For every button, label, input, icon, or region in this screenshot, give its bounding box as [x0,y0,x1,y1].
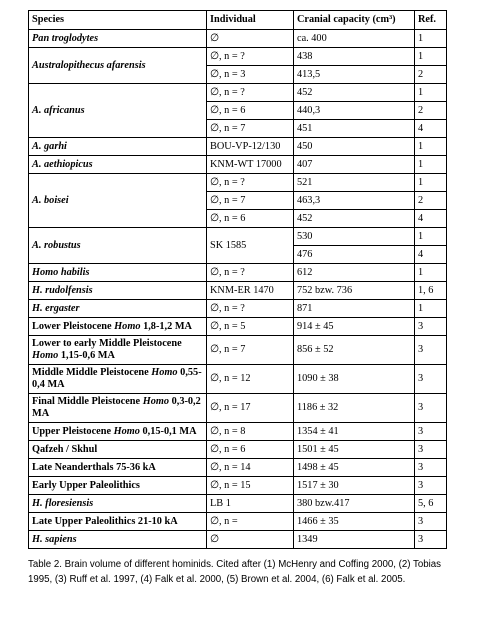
species-cell: Lower Pleistocene Homo 1,8-1,2 MA [29,318,207,336]
ref-cell: 3 [415,423,447,441]
species-cell: Homo habilis [29,264,207,282]
species-cell: A. robustus [29,228,207,264]
ref-cell: 5, 6 [415,495,447,513]
individual-cell: ∅, n = ? [207,84,294,102]
ref-cell: 1, 6 [415,282,447,300]
species-cell: H. rudolfensis [29,282,207,300]
individual-cell: ∅, n = ? [207,174,294,192]
capacity-cell: 752 bzw. 736 [294,282,415,300]
species-cell: Pan troglodytes [29,30,207,48]
header-species: Species [29,11,207,30]
table-row [29,394,447,423]
individual-cell: KNM-ER 1470 [207,282,294,300]
capacity-cell: 452 [294,84,415,102]
ref-cell: 1 [415,174,447,192]
ref-cell: 1 [415,264,447,282]
table-row [29,84,447,102]
table-row [29,336,447,365]
ref-cell: 1 [415,30,447,48]
capacity-cell: 1349 [294,531,415,549]
species-cell: A. boisei [29,174,207,228]
individual-cell: ∅, n = 6 [207,102,294,120]
capacity-cell: 1466 ± 35 [294,513,415,531]
genus-homo-italic: Homo [151,367,178,378]
individual-cell: SK 1585 [207,228,294,264]
ref-cell: 1 [415,138,447,156]
species-cell: Upper Pleistocene Homo 0,15-0,1 MA [29,423,207,441]
individual-cell: ∅, n = [207,513,294,531]
individual-cell: BOU-VP-12/130 [207,138,294,156]
ref-cell: 2 [415,102,447,120]
species-cell: Early Upper Paleolithics [29,477,207,495]
genus-homo-italic: Homo [142,396,170,407]
table-row [29,423,447,441]
header-individual: Individual [207,11,294,30]
capacity-cell: 413,5 [294,66,415,84]
table-caption: Table 2. Brain volume of different hominids. Cited after (1) McHenry and Coffing 2000, (2) Tobias 1995, (3) Ruff et al. 1997, (4) Falk et al. 2000, (5) Brown et al. 2004, (6) Falk et al. 2005. [28,558,442,585]
individual-cell: ∅, n = 6 [207,210,294,228]
species-cell: A. garhi [29,138,207,156]
table-row [29,264,447,282]
ref-cell: 3 [415,531,447,549]
capacity-cell: ca. 400 [294,30,415,48]
ref-cell: 1 [415,300,447,318]
species-cell: Qafzeh / Skhul [29,441,207,459]
ref-cell: 1 [415,228,447,246]
table-row [29,138,447,156]
species-cell: Final Middle Pleistocene Homo 0,3-0,2 MA [29,394,207,423]
header-cranial-capacity: Cranial capacity (cm³) [294,11,415,30]
individual-cell: ∅, n = ? [207,264,294,282]
capacity-cell: 407 [294,156,415,174]
species-cell: Australopithecus afarensis [29,48,207,84]
individual-cell: ∅, n = ? [207,48,294,66]
table-row [29,156,447,174]
capacity-cell: 463,3 [294,192,415,210]
individual-cell: ∅, n = 8 [207,423,294,441]
cranial-capacity-table [28,10,447,549]
individual-cell: ∅, n = 7 [207,336,294,365]
capacity-cell: 440,3 [294,102,415,120]
individual-cell: ∅, n = 5 [207,318,294,336]
table-row [29,300,447,318]
ref-cell: 2 [415,66,447,84]
ref-cell: 3 [415,459,447,477]
species-cell: A. aethiopicus [29,156,207,174]
individual-cell: ∅, n = ? [207,300,294,318]
ref-cell: 3 [415,365,447,394]
genus-homo-italic: Homo [32,350,59,361]
capacity-cell: 521 [294,174,415,192]
capacity-cell: 856 ± 52 [294,336,415,365]
capacity-cell: 380 bzw.417 [294,495,415,513]
capacity-cell: 612 [294,264,415,282]
capacity-cell: 452 [294,210,415,228]
species-cell: H. sapiens [29,531,207,549]
table-row [29,477,447,495]
individual-cell: ∅ [207,531,294,549]
table-row [29,531,447,549]
ref-cell: 3 [415,394,447,423]
capacity-cell: 914 ± 45 [294,318,415,336]
species-cell: A. africanus [29,84,207,138]
individual-cell: LB 1 [207,495,294,513]
table-row [29,441,447,459]
species-cell: Lower to early Middle Pleistocene Homo 1,15-0,6 MA [29,336,207,365]
table-row [29,30,447,48]
species-cell: Late Neanderthals 75-36 kA [29,459,207,477]
species-cell: Late Upper Paleolithics 21-10 kA [29,513,207,531]
capacity-cell: 1501 ± 45 [294,441,415,459]
table-row [29,459,447,477]
ref-cell: 4 [415,120,447,138]
capacity-cell: 476 [294,246,415,264]
individual-cell: ∅, n = 12 [207,365,294,394]
individual-cell: KNM-WT 17000 [207,156,294,174]
individual-cell: ∅, n = 6 [207,441,294,459]
individual-cell: ∅, n = 3 [207,66,294,84]
table-row [29,365,447,394]
ref-cell: 3 [415,336,447,365]
capacity-cell: 871 [294,300,415,318]
individual-cell: ∅, n = 7 [207,120,294,138]
table-row [29,174,447,192]
capacity-cell: 1498 ± 45 [294,459,415,477]
table-container [28,10,446,549]
ref-cell: 1 [415,156,447,174]
capacity-cell: 450 [294,138,415,156]
ref-cell: 1 [415,48,447,66]
genus-homo-italic: Homo [113,425,140,437]
species-cell: H. floresiensis [29,495,207,513]
ref-cell: 3 [415,513,447,531]
individual-cell: ∅, n = 15 [207,477,294,495]
capacity-cell: 1090 ± 38 [294,365,415,394]
genus-homo-italic: Homo [114,320,141,332]
individual-cell: ∅ [207,30,294,48]
ref-cell: 3 [415,318,447,336]
capacity-cell: 438 [294,48,415,66]
table-row [29,495,447,513]
table-row [29,513,447,531]
species-cell: H. ergaster [29,300,207,318]
table-row [29,48,447,66]
ref-cell: 1 [415,84,447,102]
capacity-cell: 530 [294,228,415,246]
table-row [29,318,447,336]
capacity-cell: 1517 ± 30 [294,477,415,495]
ref-cell: 4 [415,210,447,228]
header-row [29,11,447,30]
individual-cell: ∅, n = 17 [207,394,294,423]
ref-cell: 3 [415,441,447,459]
ref-cell: 4 [415,246,447,264]
individual-cell: ∅, n = 14 [207,459,294,477]
table-row [29,228,447,246]
capacity-cell: 451 [294,120,415,138]
individual-cell: ∅, n = 7 [207,192,294,210]
capacity-cell: 1354 ± 41 [294,423,415,441]
ref-cell: 2 [415,192,447,210]
ref-cell: 3 [415,477,447,495]
header-ref: Ref. [415,11,447,30]
species-cell: Middle Middle Pleistocene Homo 0,55-0,4 MA [29,365,207,394]
capacity-cell: 1186 ± 32 [294,394,415,423]
table-row [29,282,447,300]
